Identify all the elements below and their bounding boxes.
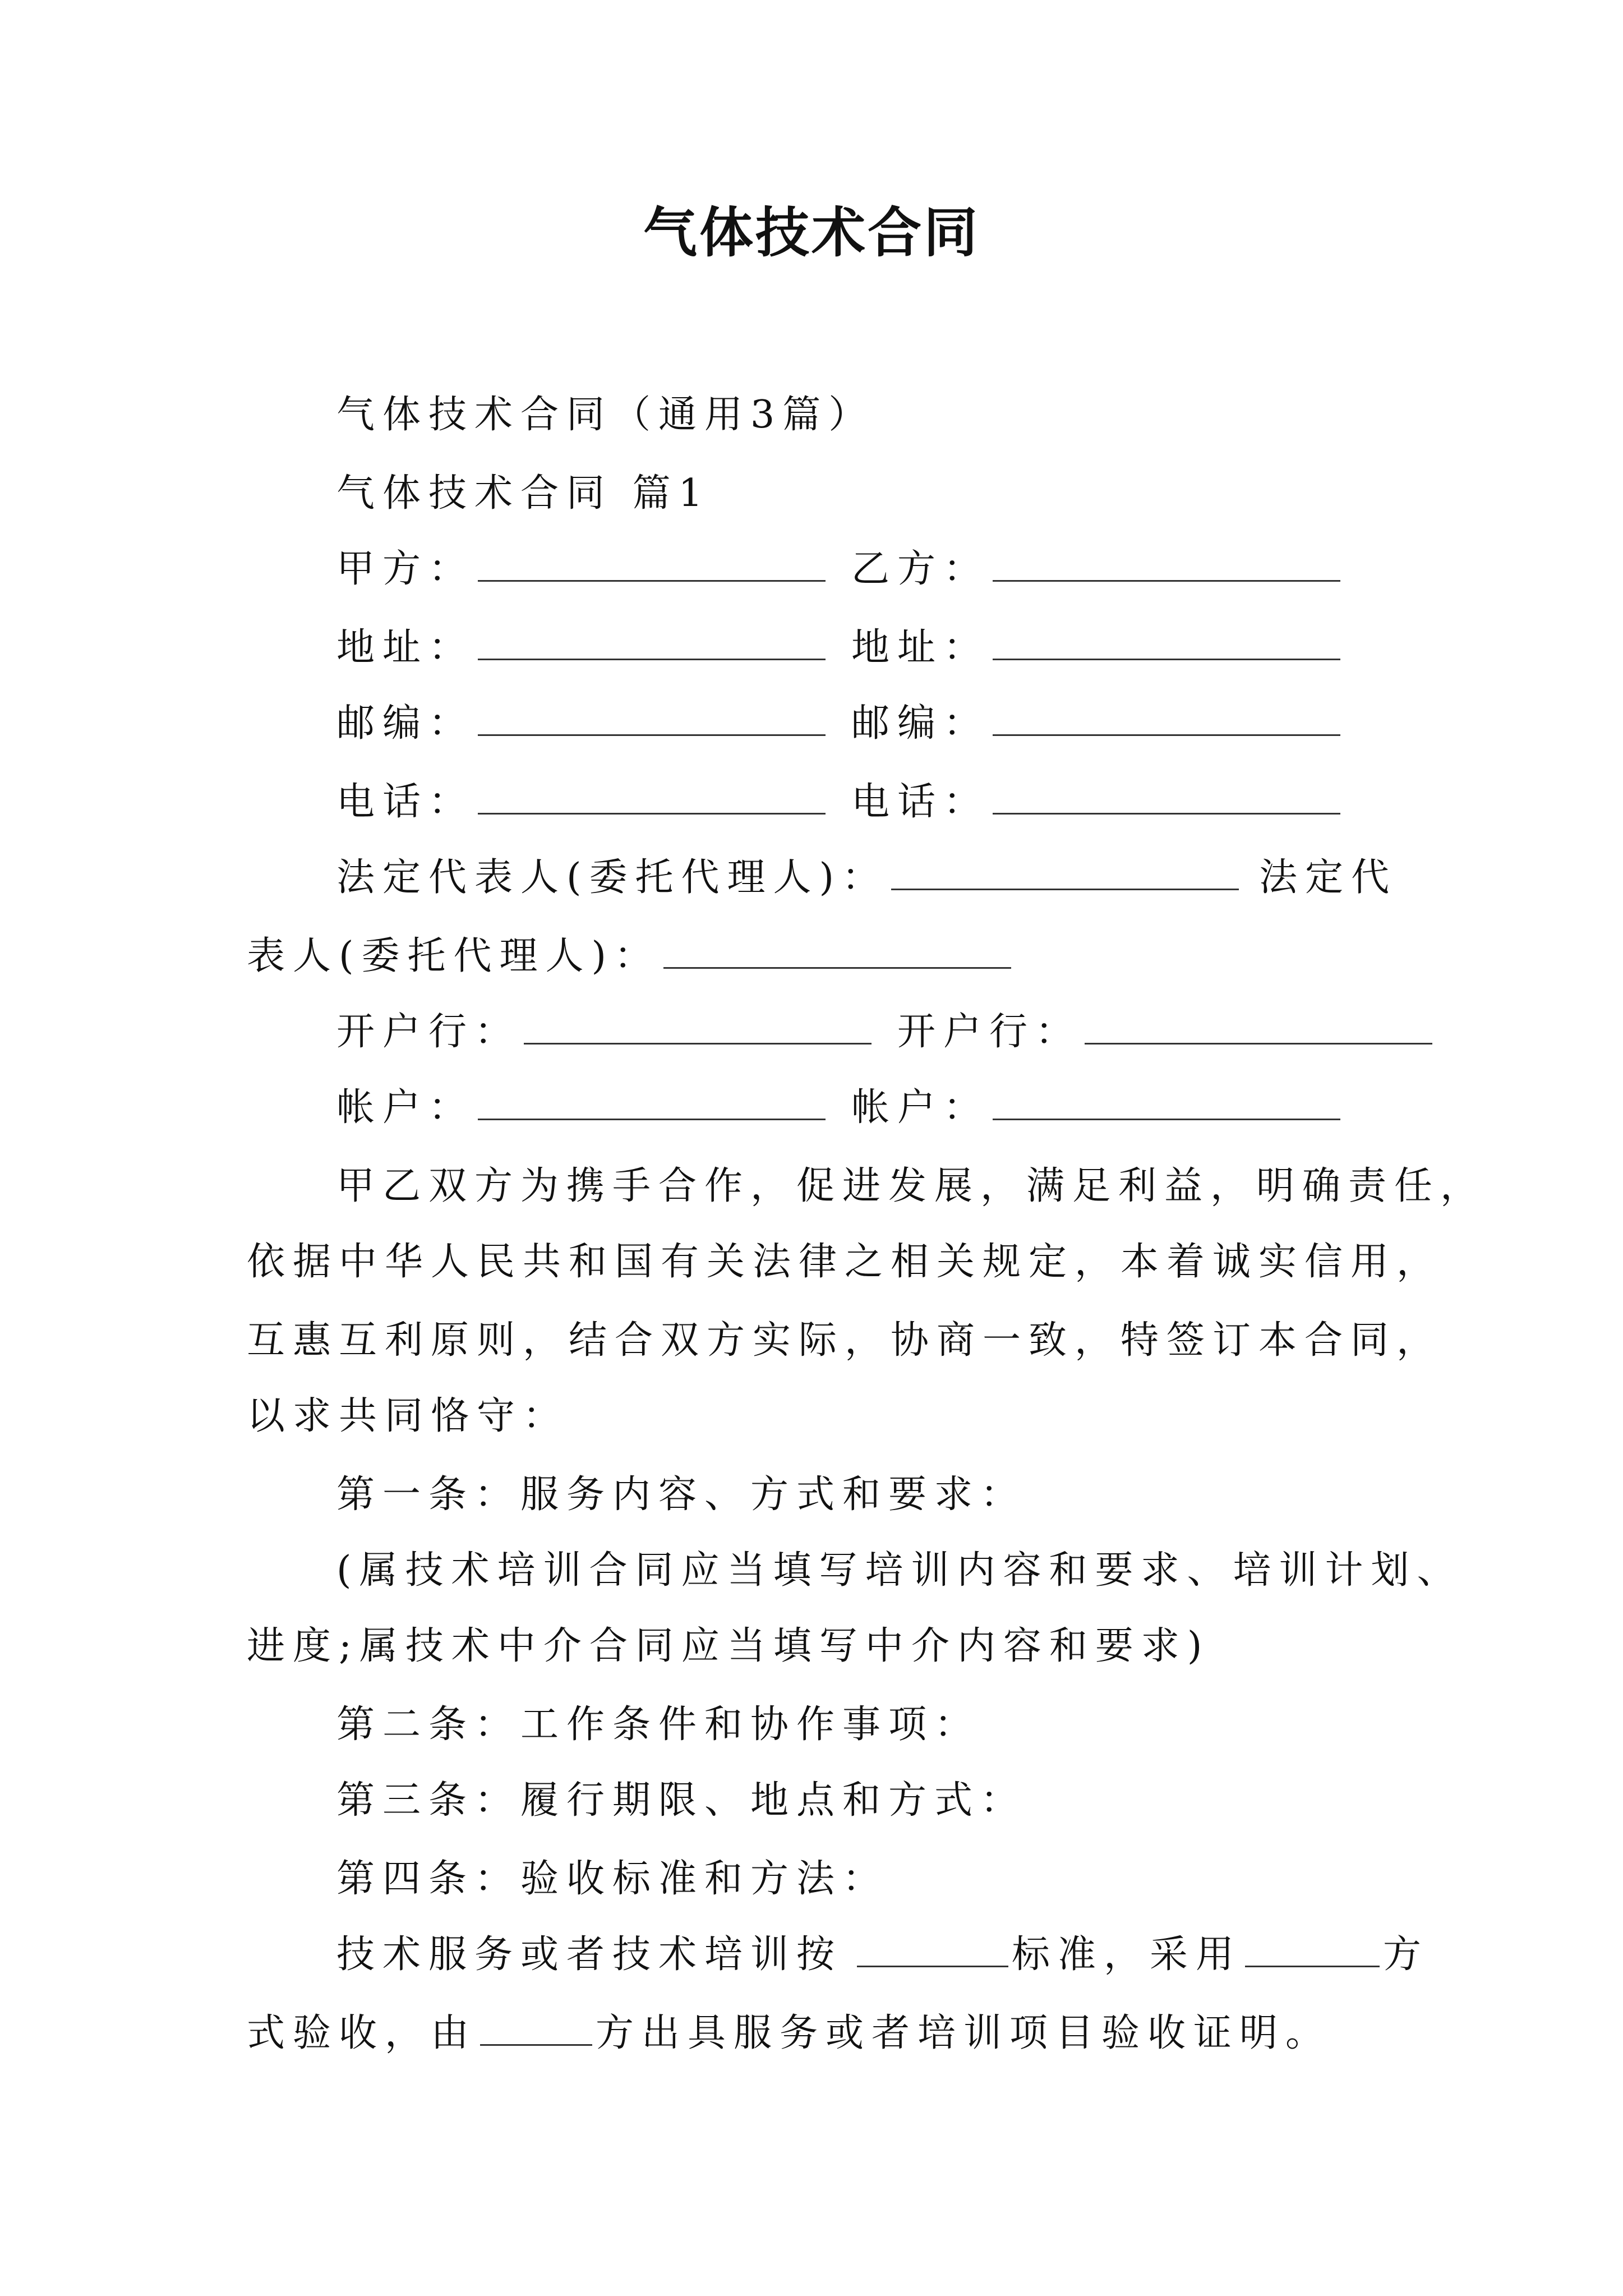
legal-rep-b-blank[interactable] [663, 936, 1011, 969]
address-b-blank[interactable] [993, 627, 1340, 660]
method-blank[interactable] [1245, 1934, 1380, 1967]
legal-rep-b-label-part1: 法定代 [1259, 855, 1398, 900]
article-4: 第四条：验收标准和方法： [336, 1857, 889, 1901]
address-a-label: 地址： [336, 625, 475, 670]
account-b-label: 帐户： [851, 1085, 990, 1130]
account-a-label: 帐户： [336, 1085, 475, 1130]
document-title: 气体技术合同 [643, 201, 980, 264]
party-b-label: 乙方： [851, 547, 990, 591]
bank-b-label: 开户行： [897, 1010, 1082, 1054]
phone-a-label: 电话： [336, 780, 475, 824]
legal-rep-b-label-part2: 表人(委托代理人)： [247, 934, 661, 978]
address-row [336, 620, 1344, 676]
address-b-label: 地址： [851, 625, 990, 670]
bank-row [336, 1004, 1436, 1060]
legal-rep-row-1 [336, 850, 1397, 906]
bank-a-blank[interactable] [524, 1011, 872, 1045]
account-b-blank[interactable] [993, 1087, 1340, 1120]
bank-b-blank[interactable] [1085, 1011, 1432, 1045]
account-row [336, 1080, 1344, 1136]
article-1-note-line-1: (属技术培训合同应当填写培训内容和要求、培训计划、 [336, 1548, 1463, 1593]
article-1: 第一条：服务内容、方式和要求： [336, 1473, 1027, 1517]
phone-row [336, 774, 1344, 830]
postcode-b-label: 邮编： [851, 701, 990, 746]
acceptance-text-3: 方 [1383, 1932, 1430, 1977]
acceptance-text-5: 方出具服务或者培训项目验收证明。 [596, 2011, 1332, 2055]
legal-rep-a-label: 法定代表人(委托代理人)： [336, 855, 888, 900]
article-1-note-line-2: 进度;属技术中介合同应当填写中介内容和要求) [247, 1624, 1210, 1668]
account-a-blank[interactable] [478, 1087, 826, 1120]
article-2: 第二条：工作条件和协作事项： [336, 1703, 981, 1747]
party-a-row [336, 541, 1344, 597]
party-b-blank[interactable] [993, 549, 1340, 582]
bank-a-label: 开户行： [336, 1010, 521, 1054]
phone-b-label: 电话： [851, 780, 990, 824]
phone-b-blank[interactable] [993, 781, 1340, 815]
legal-rep-row-2 [247, 928, 1015, 984]
intro-line-2: 依据中华人民共和国有关法律之相关规定，本着诚实信用， [247, 1240, 1443, 1284]
acceptance-text-4: 式验收，由 [247, 2011, 477, 2055]
issuer-blank[interactable] [480, 2013, 592, 2046]
intro-line-3: 互惠互利原则，结合双方实际，协商一致，特签订本合同， [247, 1318, 1443, 1363]
address-a-blank[interactable] [478, 627, 826, 660]
legal-rep-a-blank[interactable] [891, 857, 1239, 890]
acceptance-line-1 [336, 1927, 1429, 1983]
party-a-label: 甲方： [336, 547, 475, 591]
document-subtitle: 气体技术合同（通用3篇） [336, 393, 875, 437]
article-3: 第三条：履行期限、地点和方式： [336, 1778, 1027, 1823]
party-a-blank[interactable] [478, 549, 826, 582]
section-heading: 气体技术合同 篇1 [336, 471, 711, 516]
acceptance-text-1: 技术服务或者技术培训按 [336, 1932, 843, 1977]
postcode-row [336, 696, 1344, 752]
acceptance-text-2: 标准，采用 [1012, 1932, 1242, 1977]
acceptance-line-2 [247, 2005, 1331, 2062]
postcode-a-label: 邮编： [336, 701, 475, 746]
postcode-a-blank[interactable] [478, 703, 826, 736]
intro-line-4: 以求共同恪守： [247, 1394, 569, 1438]
standard-blank[interactable] [857, 1934, 1008, 1967]
intro-line-1: 甲乙双方为携手合作，促进发展，满足利益，明确责任， [336, 1164, 1487, 1208]
postcode-b-blank[interactable] [993, 703, 1340, 736]
phone-a-blank[interactable] [478, 781, 826, 815]
